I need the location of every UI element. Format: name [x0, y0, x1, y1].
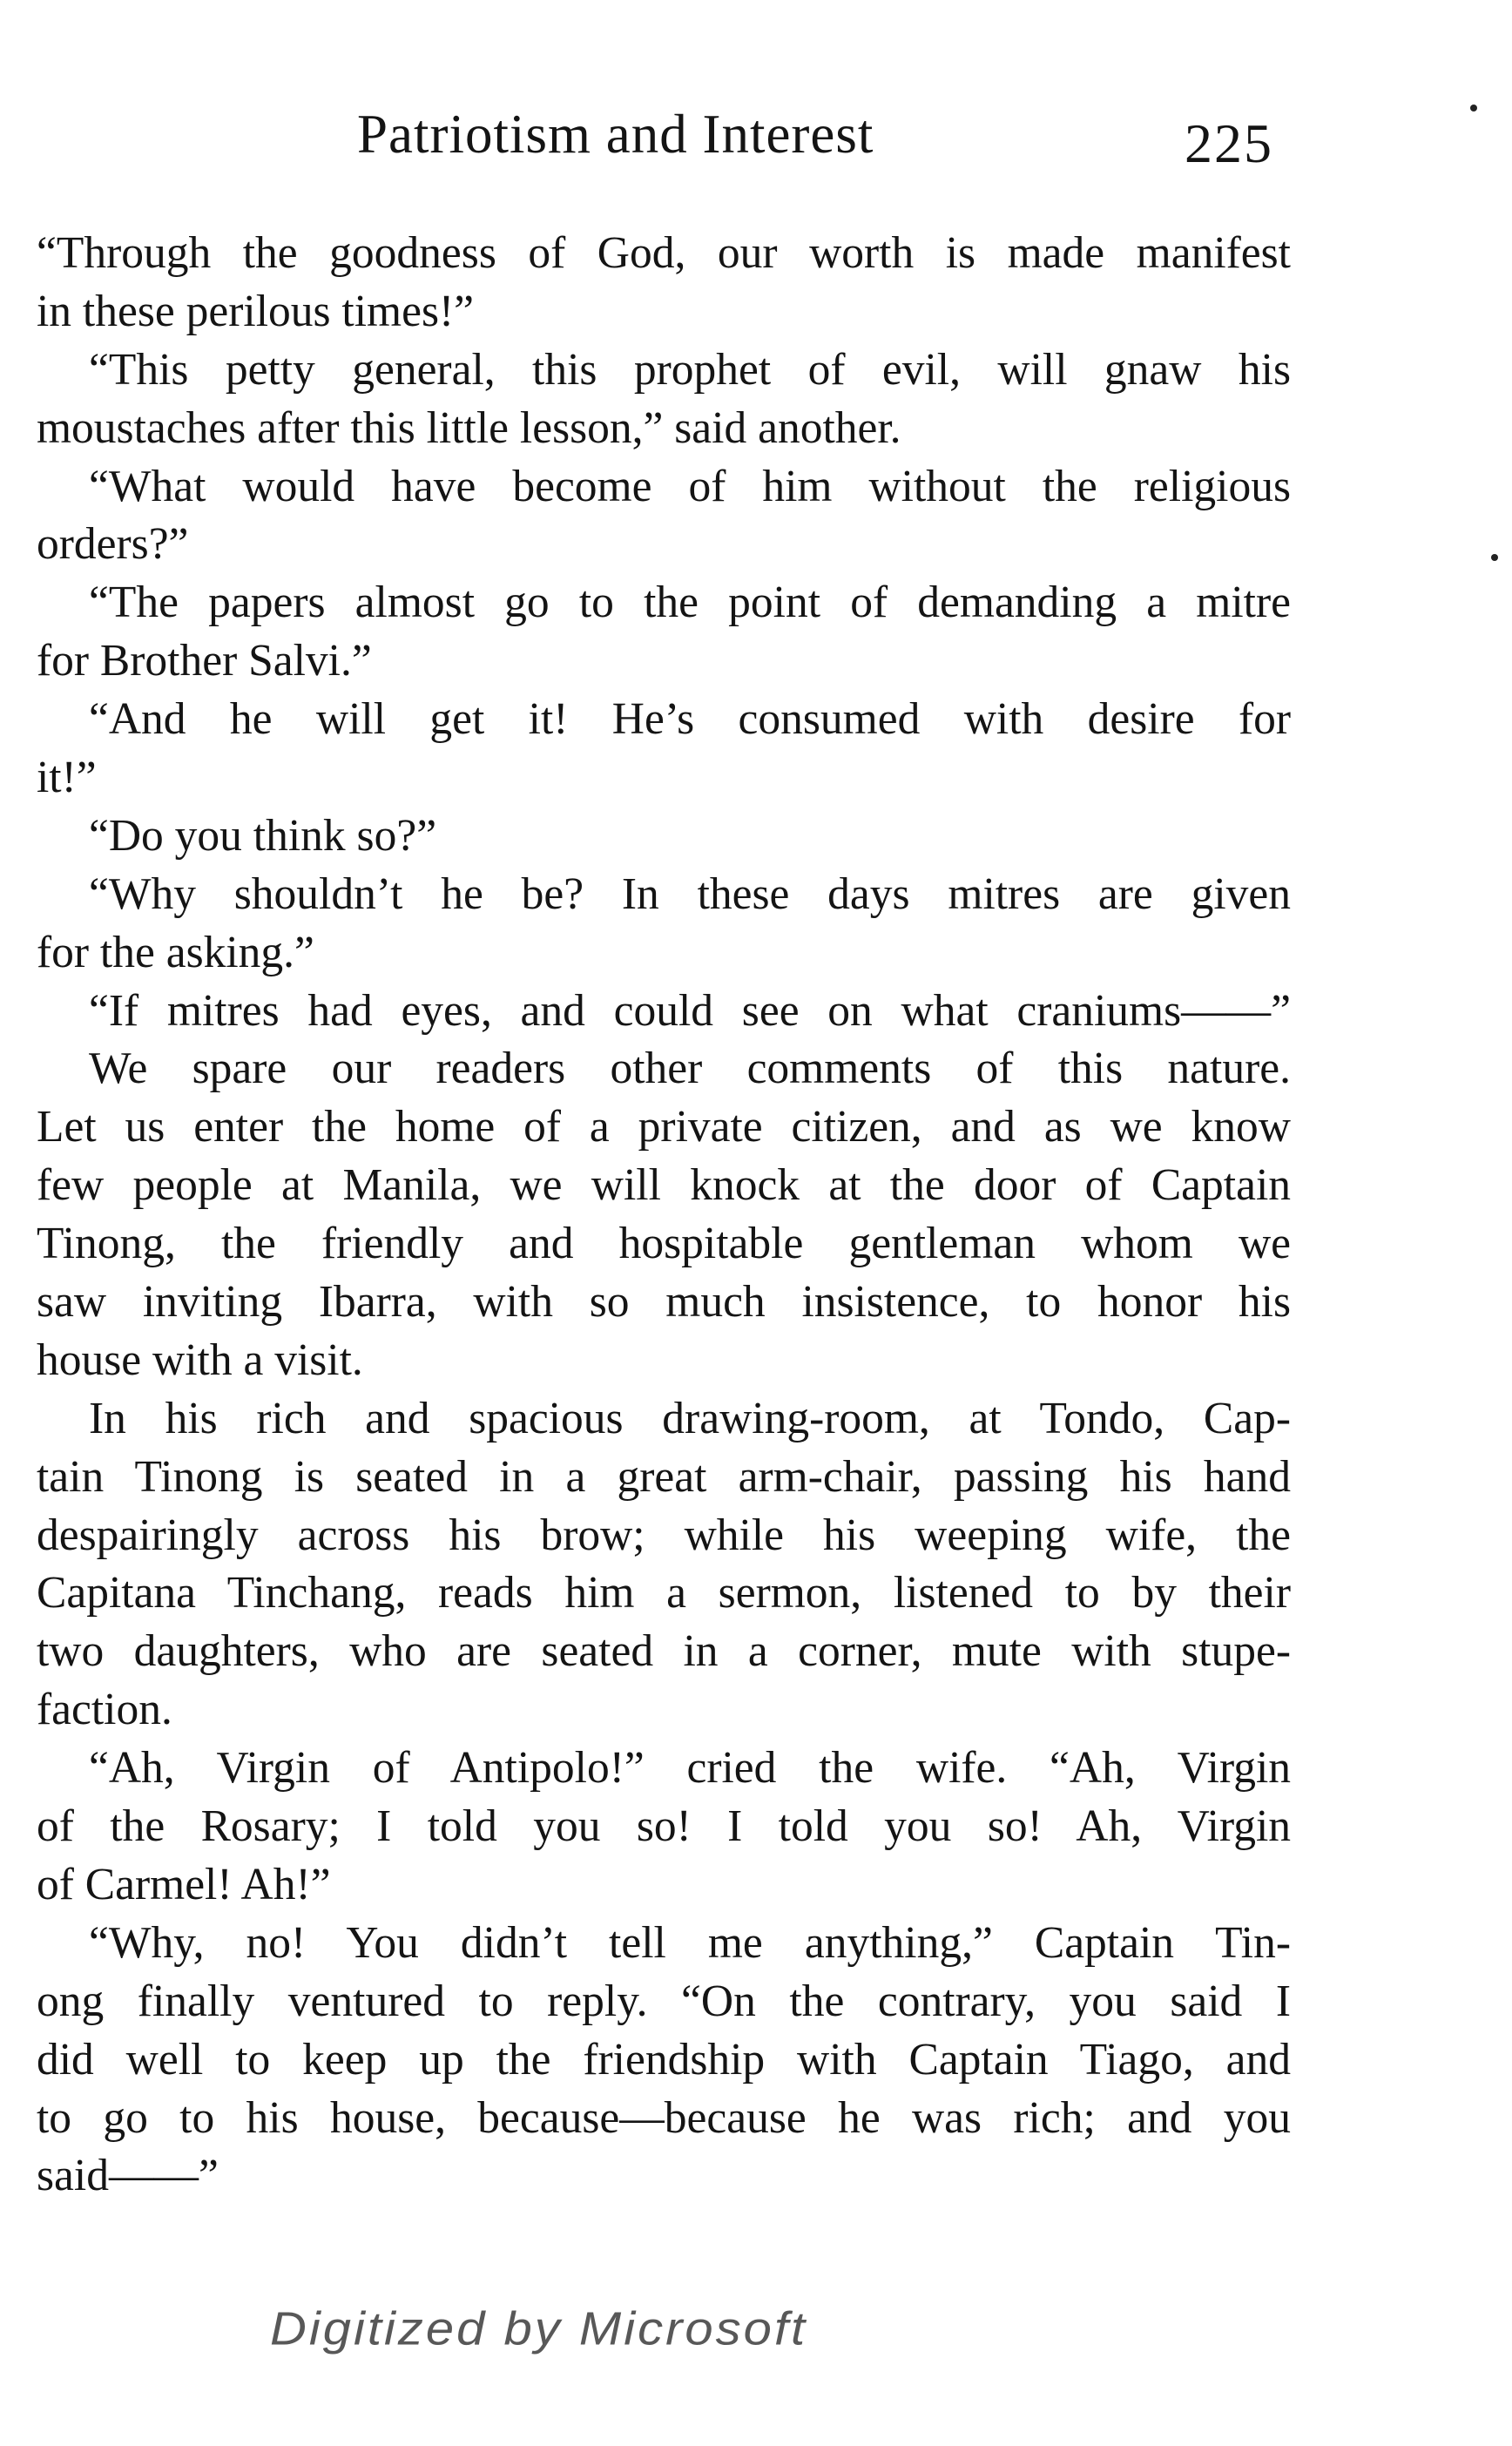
- text-line: to go to his house, because—because he was rich; and you: [37, 2092, 1291, 2143]
- text-line: saw inviting Ibarra, with so much insistence, to honor his: [37, 1277, 1291, 1328]
- text-line: did well to keep up the friendship with Captain Tiago, and: [37, 2034, 1291, 2085]
- text-line: “Do you think so?”: [89, 810, 437, 861]
- text-line: ong finally ventured to reply. “On the contrary, you said I: [37, 1976, 1291, 2026]
- scan-speck: [1470, 105, 1477, 111]
- text-line: of Carmel! Ah!”: [37, 1859, 331, 1909]
- text-line: tain Tinong is seated in a great arm-chair, passing his hand: [37, 1451, 1291, 1502]
- text-line: said——”: [37, 2151, 219, 2201]
- scan-speck: [1491, 554, 1498, 561]
- text-line: “Why shouldn’t he be? In these days mitres are given: [89, 868, 1291, 919]
- text-line: “This petty general, this prophet of evil, will gnaw his: [89, 344, 1291, 395]
- text-line: few people at Manila, we will knock at the door of Captain: [37, 1160, 1291, 1211]
- text-line: for Brother Salvi.”: [37, 636, 372, 686]
- body-text: [37, 225, 1291, 2206]
- text-line: despairingly across his brow; while his weeping wife, the: [37, 1510, 1291, 1560]
- text-line: We spare our readers other comments of this nature.: [89, 1044, 1291, 1094]
- text-line: moustaches after this little lesson,” said another.: [37, 402, 901, 453]
- text-line: faction.: [37, 1685, 172, 1735]
- text-line: “Why, no! You didn’t tell me anything,” Captain Tin-: [89, 1917, 1291, 1968]
- text-line: “What would have become of him without the religious: [89, 461, 1291, 511]
- text-line: “Through the goodness of God, our worth is made manifest: [37, 228, 1291, 278]
- text-line: of the Rosary; I told you so! I told you so! Ah, Virgin: [37, 1801, 1291, 1852]
- text-line: Tinong, the friendly and hospitable gentleman whom we: [37, 1219, 1291, 1269]
- text-line: two daughters, who are seated in a corner, mute with stupe-: [37, 1626, 1291, 1677]
- digitized-watermark: Digitized by Microsoft: [270, 2302, 808, 2355]
- page-number: 225: [1185, 112, 1273, 174]
- text-line: for the asking.”: [37, 927, 314, 977]
- text-line: “Ah, Virgin of Antipolo!” cried the wife. “Ah, Virgin: [89, 1743, 1291, 1794]
- text-line: Capitana Tinchang, reads him a sermon, listened to by their: [37, 1568, 1291, 1618]
- text-line: house with a visit.: [37, 1334, 363, 1385]
- text-line: “The papers almost go to the point of demanding a mitre: [89, 578, 1291, 628]
- text-line: “And he will get it! He’s consumed with desire for: [89, 694, 1291, 745]
- text-line: Let us enter the home of a private citizen, and as we know: [37, 1102, 1291, 1152]
- running-head: Patriotism and Interest: [357, 104, 874, 165]
- text-line: “If mitres had eyes, and could see on what craniums——”: [89, 985, 1291, 1036]
- text-line: In his rich and spacious drawing-room, at Tondo, Cap-: [89, 1393, 1291, 1443]
- text-line: in these perilous times!”: [37, 286, 474, 336]
- text-line: orders?”: [37, 519, 189, 570]
- text-line: it!”: [37, 753, 97, 803]
